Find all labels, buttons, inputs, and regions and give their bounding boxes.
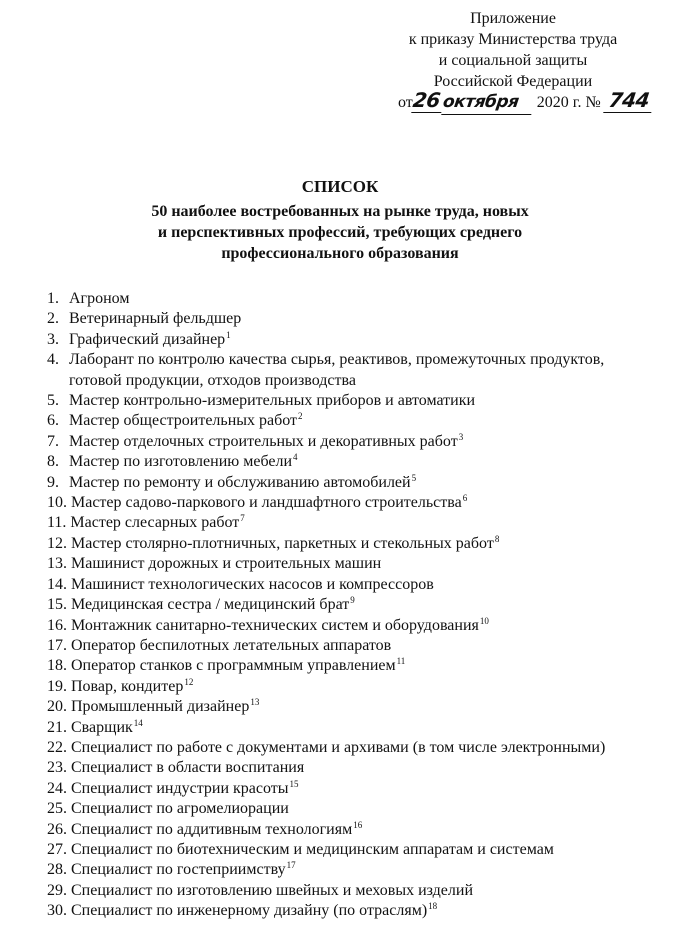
- footnote-marker: 15: [289, 778, 299, 789]
- item-text-wrap: [71, 758, 677, 778]
- item-number: 23.: [47, 759, 67, 777]
- item-text-wrap: [70, 513, 677, 533]
- footnote-marker: 14: [133, 717, 143, 728]
- document-title: [80, 176, 600, 264]
- footnote-marker: 16: [353, 819, 363, 830]
- list-item: [47, 411, 677, 431]
- item-text-wrap: [71, 534, 677, 554]
- list-item: [47, 758, 677, 778]
- item-number: 30.: [47, 902, 67, 920]
- item-number: 17.: [47, 636, 67, 654]
- item-text-wrap: [71, 860, 677, 880]
- item-number: 24.: [47, 779, 67, 797]
- list-item: [47, 636, 677, 656]
- appendix-line: и социальной защиты: [438, 52, 588, 69]
- list-item: [47, 513, 677, 533]
- title-main: СПИСОК: [301, 177, 379, 196]
- item-text: Мастер садово-паркового и ландшафтного строительства: [71, 494, 462, 512]
- list-item: [47, 534, 677, 554]
- item-text-wrap: [71, 595, 677, 615]
- item-text: Мастер по ремонту и обслуживанию автомобилей: [69, 473, 411, 491]
- footnote-marker: 3: [458, 431, 464, 442]
- footnote-marker: 2: [298, 411, 303, 422]
- item-text-wrap: [71, 697, 677, 717]
- footnote-marker: 10: [479, 615, 489, 626]
- handwritten-order-number: 744: [603, 88, 655, 113]
- handwritten-day: 26: [411, 88, 445, 113]
- item-text: Медицинская сестра / медицинский брат: [71, 596, 350, 614]
- item-text-continuation: готовой продукции, отходов производства: [69, 371, 356, 389]
- list-item: [47, 901, 677, 921]
- item-number: 11.: [47, 514, 67, 532]
- item-text: Сварщик: [71, 718, 133, 736]
- item-text-wrap: [71, 779, 677, 799]
- footnote-marker: 12: [184, 676, 194, 687]
- list-item: [47, 616, 677, 636]
- item-text: Мастер слесарных работ: [70, 514, 240, 532]
- item-text-wrap: [69, 309, 677, 329]
- item-text: Агроном: [69, 290, 130, 307]
- list-item: [47, 575, 677, 595]
- item-number: 26.: [47, 820, 67, 838]
- item-number: 22.: [47, 738, 67, 756]
- list-item: [47, 881, 677, 901]
- footnote-marker: 18: [428, 901, 438, 912]
- item-text-wrap: [69, 411, 677, 431]
- list-item: [47, 391, 677, 411]
- footnote-marker: 1: [226, 329, 231, 340]
- item-text-wrap: [69, 432, 677, 452]
- list-item: [47, 820, 677, 840]
- list-item: [47, 554, 677, 574]
- item-text-wrap: [71, 881, 677, 901]
- item-number: 28.: [47, 861, 67, 879]
- item-text: Мастер по изготовлению мебели: [69, 453, 293, 471]
- item-text: Специалист по аддитивным технологиям: [71, 820, 353, 838]
- appendix-line: к приказу Министерства труда: [408, 31, 618, 48]
- list-item: [47, 677, 677, 697]
- item-number: 19.: [47, 677, 67, 695]
- title-subline: профессионального образования: [221, 245, 459, 262]
- item-text-wrap: [71, 636, 677, 656]
- list-item: [47, 452, 677, 472]
- item-number: 15.: [47, 596, 67, 614]
- item-number: 7.: [47, 432, 59, 450]
- list-item: [47, 860, 677, 880]
- item-text-wrap: [71, 901, 677, 921]
- appendix-line: Российской Федерации: [433, 73, 593, 90]
- item-number: 9.: [47, 473, 59, 491]
- footnote-marker: 5: [411, 472, 417, 483]
- item-number: 6.: [47, 412, 59, 430]
- list-item: [47, 432, 677, 452]
- item-number: 21.: [47, 718, 67, 736]
- title-subline: и перспективных профессий, требующих среднего: [157, 224, 523, 241]
- footnote-marker: 11: [396, 656, 406, 667]
- item-text: Оператор станков с программным управлением: [71, 657, 396, 675]
- list-item: [47, 309, 677, 329]
- item-text-wrap: [71, 840, 677, 860]
- item-number: 2.: [47, 310, 59, 328]
- list-item: [47, 350, 677, 391]
- item-number: 27.: [47, 840, 67, 858]
- item-number: 20.: [47, 698, 67, 716]
- item-text: Оператор беспилотных летательных аппаратов: [71, 636, 392, 654]
- item-number: 16.: [47, 616, 67, 634]
- footnote-marker: 6: [462, 493, 468, 504]
- order-prefix: от: [398, 94, 413, 111]
- item-text: Специалист по агромелиорации: [71, 800, 289, 818]
- list-item: [47, 595, 677, 615]
- item-text: Мастер общестроительных работ: [69, 412, 298, 430]
- item-text: Лаборант по контролю качества сырья, реактивов, промежуточных продуктов,: [69, 351, 605, 369]
- list-item: [47, 330, 677, 350]
- item-number: 3.: [47, 330, 59, 348]
- item-text-wrap: [71, 554, 677, 574]
- item-number: 25.: [47, 800, 67, 818]
- item-number: 29.: [47, 881, 67, 899]
- list-item: [47, 840, 677, 860]
- item-number: 4.: [47, 351, 59, 369]
- footnote-marker: 17: [286, 860, 296, 871]
- list-item: [47, 697, 677, 717]
- item-number: 18.: [47, 657, 67, 675]
- item-text-wrap: [69, 452, 677, 472]
- professions-list: [47, 289, 677, 922]
- item-text: Промышленный дизайнер: [71, 698, 250, 716]
- item-text: Специалист в области воспитания: [71, 759, 305, 777]
- footnote-marker: 4: [293, 452, 298, 463]
- item-text: Повар, кондитер: [71, 677, 184, 695]
- appendix-header: [383, 8, 643, 92]
- item-text-wrap: [71, 820, 677, 840]
- list-item: [47, 493, 677, 513]
- list-item: [47, 718, 677, 738]
- item-text: Специалист по гостеприимству: [71, 861, 286, 879]
- item-number: 14.: [47, 575, 67, 593]
- item-text-wrap: [69, 330, 677, 350]
- item-text-wrap: [69, 289, 677, 309]
- item-text-wrap: [71, 575, 677, 595]
- item-number: 5.: [47, 392, 59, 410]
- appendix-line: Приложение: [470, 10, 556, 27]
- item-text-wrap: [69, 350, 677, 391]
- item-text: Графический дизайнер: [69, 330, 226, 348]
- item-text-wrap: [71, 799, 677, 819]
- footnote-marker: 9: [350, 595, 355, 606]
- handwritten-month: октября: [441, 90, 535, 115]
- item-text: Мастер столярно-плотничных, паркетных и стекольных работ: [71, 534, 494, 552]
- item-text-wrap: [71, 718, 677, 738]
- list-item: [47, 799, 677, 819]
- item-text: Мастер отделочных строительных и декоративных работ: [69, 432, 458, 450]
- footnote-marker: 7: [240, 513, 245, 524]
- item-text: Машинист дорожных и строительных машин: [71, 555, 382, 573]
- item-text: Специалист по инженерному дизайну (по отраслям): [71, 902, 428, 920]
- item-text-wrap: [71, 656, 677, 676]
- list-item: [47, 473, 677, 493]
- item-text: Монтажник санитарно-технических систем и оборудования: [71, 616, 479, 634]
- item-number: 13.: [47, 555, 67, 573]
- list-item: [47, 779, 677, 799]
- item-text-wrap: [69, 473, 677, 493]
- footnote-marker: 13: [250, 697, 260, 708]
- order-date-line: [398, 88, 668, 115]
- item-number: 1.: [47, 290, 59, 307]
- item-text: Машинист технологических насосов и компрессоров: [71, 575, 434, 593]
- item-number: 10.: [47, 494, 67, 512]
- item-number: 8.: [47, 453, 59, 471]
- item-text-wrap: [69, 391, 677, 411]
- item-text: Специалист по биотехническим и медицинским аппаратам и системам: [71, 840, 554, 858]
- title-subline: 50 наиболее востребованных на рынке труда, новых: [151, 203, 529, 220]
- item-text: Специалист по работе с документами и архивами (в том числе электронными): [71, 738, 606, 756]
- order-year: 2020 г. №: [536, 94, 601, 111]
- footnote-marker: 8: [494, 533, 500, 544]
- item-text-wrap: [71, 738, 677, 758]
- item-text: Мастер контрольно-измерительных приборов и автоматики: [69, 392, 476, 410]
- list-item: [47, 738, 677, 758]
- item-text-wrap: [71, 616, 677, 636]
- item-number: 12.: [47, 534, 67, 552]
- item-text-wrap: [71, 493, 677, 513]
- list-item: [47, 289, 677, 309]
- item-text: Специалист по изготовлению швейных и меховых изделий: [71, 881, 474, 899]
- item-text: Специалист индустрии красоты: [71, 779, 289, 797]
- item-text: Ветеринарный фельдшер: [69, 310, 242, 328]
- list-item: [47, 656, 677, 676]
- item-text-wrap: [71, 677, 677, 697]
